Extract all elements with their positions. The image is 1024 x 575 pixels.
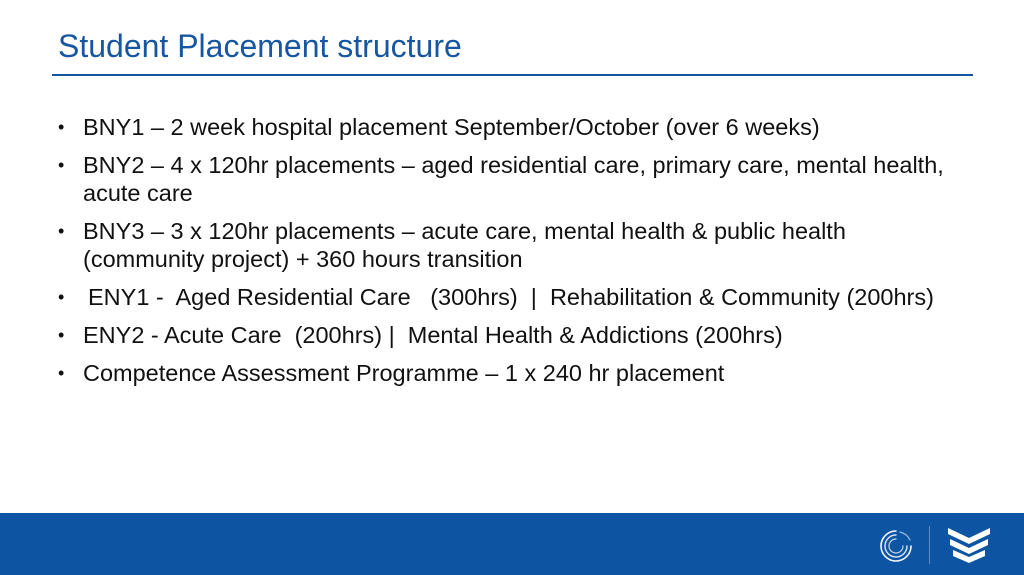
bullet-text: Competence Assessment Programme – 1 x 240 hr placement [83, 360, 725, 386]
bullet-text: ENY2 - Acute Care (200hrs) | Mental Health & Addictions (200hrs) [83, 322, 783, 348]
bullet-dot-icon: • [58, 221, 65, 241]
bullet-list [58, 113, 958, 397]
bullet-dot-icon: • [58, 155, 65, 175]
logo-divider [929, 526, 930, 564]
footer-bar [0, 513, 1024, 575]
bullet-text: ENY1 - Aged Residential Care (300hrs) | Rehabilitation & Community (200hrs) [88, 284, 934, 310]
title-underline [52, 74, 973, 76]
bullet-text: BNY2 – 4 x 120hr placements – aged residential care, primary care, mental health, acute care [83, 152, 951, 206]
swirl-logo-icon [878, 528, 914, 564]
bullet-item-bny1 [58, 113, 958, 141]
bullet-dot-icon: • [58, 363, 65, 383]
bullet-dot-icon: • [58, 325, 65, 345]
bullet-item-bny2 [58, 151, 958, 207]
bullet-text: BNY1 – 2 week hospital placement September/October (over 6 weeks) [83, 114, 820, 140]
bullet-item-bny3 [58, 217, 958, 273]
chevron-logo-icon [946, 526, 992, 566]
bullet-item-cap [58, 359, 958, 387]
bullet-item-eny1 [58, 283, 958, 311]
bullet-dot-icon: • [58, 117, 65, 137]
bullet-text: BNY3 – 3 x 120hr placements – acute care, mental health & public health (community project) + 360 hours transition [83, 218, 853, 272]
bullet-dot-icon: • [58, 287, 65, 307]
slide-title: Student Placement structure [58, 28, 462, 64]
bullet-item-eny2 [58, 321, 958, 349]
